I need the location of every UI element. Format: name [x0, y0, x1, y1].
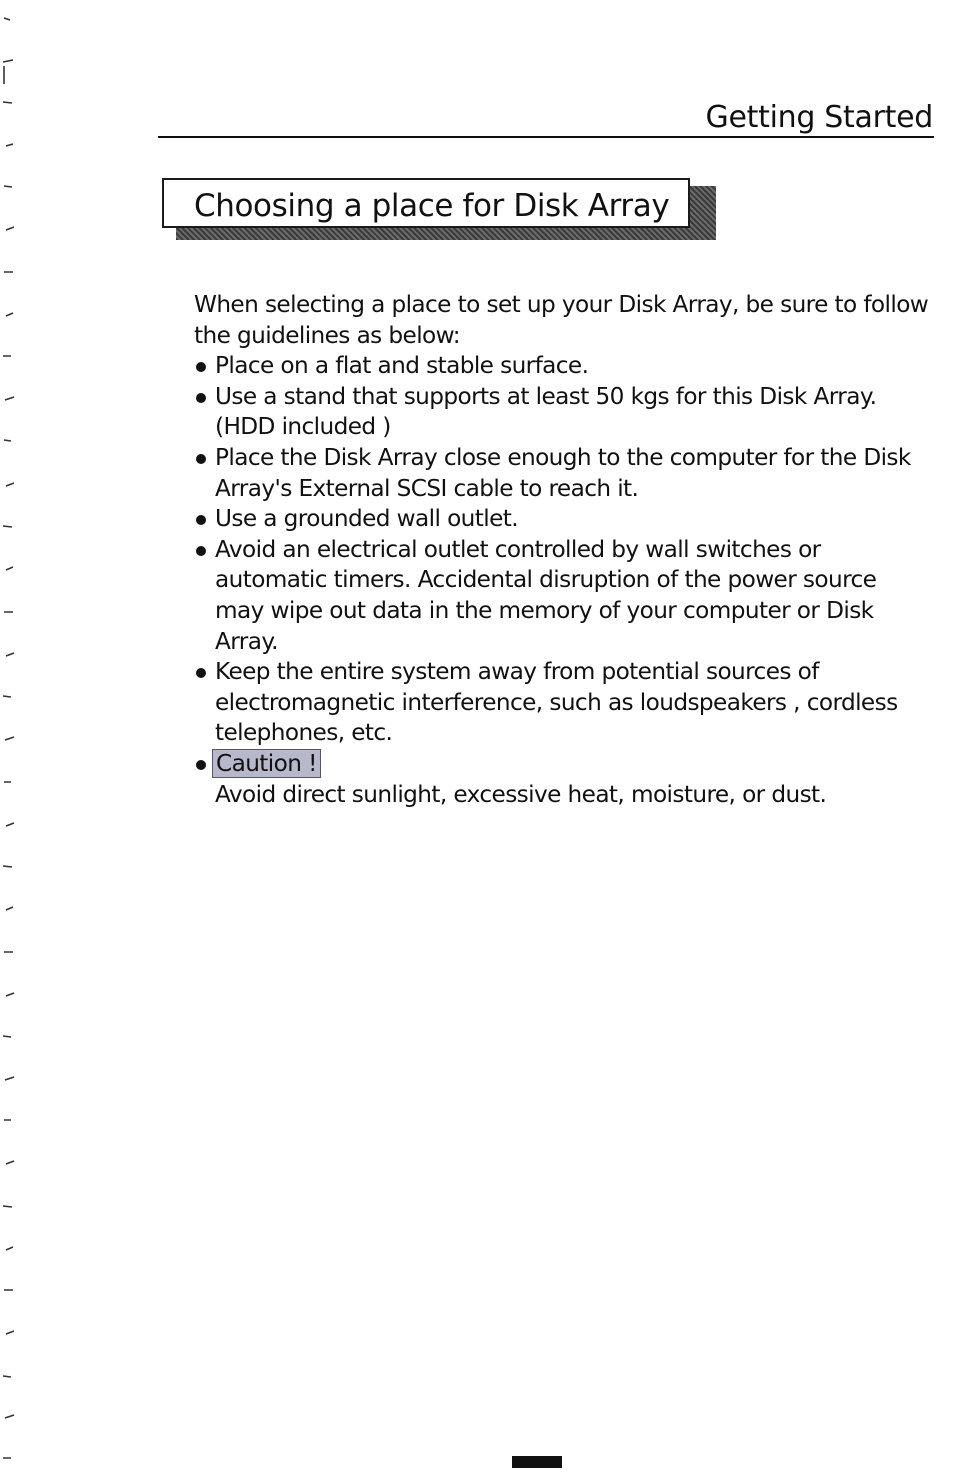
header-divider: [158, 136, 934, 138]
bullet-icon: [196, 515, 206, 525]
guideline-text: automatic timers. Accidental disruption of the power source: [215, 566, 877, 594]
guideline-text: Array's External SCSI cable to reach it.: [215, 474, 639, 502]
page-number-tab: [512, 1456, 562, 1468]
guideline-text: Place on a flat and stable surface.: [215, 352, 589, 380]
guideline-list: [194, 351, 939, 810]
guideline-text: electromagnetic interference, such as loudspeakers , cordless: [215, 688, 898, 716]
bullet-icon: [196, 362, 206, 372]
bullet-icon: [196, 668, 206, 678]
section-title-box: [162, 178, 718, 242]
caution-text: Avoid direct sunlight, excessive heat, moisture, or dust.: [215, 780, 827, 808]
guideline-text: Avoid an electrical outlet controlled by wall switches or: [215, 535, 821, 563]
bullet-icon: [196, 454, 206, 464]
guideline-text: Use a grounded wall outlet.: [215, 505, 519, 533]
caution-item: [194, 749, 939, 810]
guideline-item: [194, 443, 939, 504]
guideline-item: [194, 504, 939, 535]
guideline-item: [194, 382, 939, 443]
guideline-item: [194, 351, 939, 382]
section-header-title: Getting Started: [705, 100, 933, 135]
guideline-text: Array.: [215, 627, 278, 655]
main-content: [194, 290, 939, 810]
guideline-text: Use a stand that supports at least 50 kgs for this Disk Array.: [215, 382, 877, 410]
caution-label: Caution !: [212, 749, 321, 778]
guideline-text: (HDD included ): [215, 413, 391, 441]
bullet-icon: [196, 546, 206, 556]
guideline-item: [194, 535, 939, 657]
binding-edge-marks: [0, 0, 26, 1468]
title-box-frame: [162, 178, 690, 228]
intro-paragraph: [194, 290, 939, 351]
guideline-text: Keep the entire system away from potential sources of: [215, 658, 819, 686]
guideline-text: may wipe out data in the memory of your computer or Disk: [215, 596, 874, 624]
section-title: Choosing a place for Disk Array: [194, 188, 670, 224]
bullet-icon: [196, 760, 206, 770]
caution-label-line: [215, 749, 939, 780]
guideline-item: [194, 657, 939, 749]
guideline-text: Place the Disk Array close enough to the computer for the Disk: [215, 443, 911, 471]
bullet-icon: [196, 393, 206, 403]
intro-line: When selecting a place to set up your Disk Array, be sure to follow: [194, 291, 929, 318]
intro-line: the guidelines as below:: [194, 321, 460, 349]
guideline-text: telephones, etc.: [215, 719, 393, 747]
